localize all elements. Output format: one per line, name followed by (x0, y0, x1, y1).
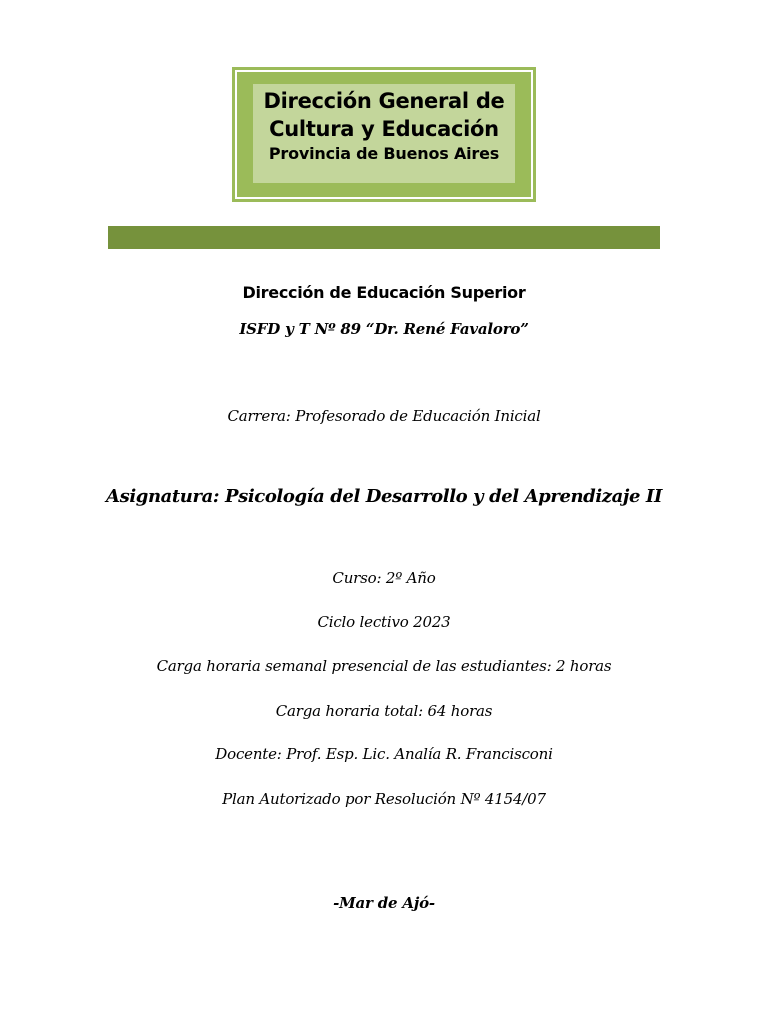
school-name: ISFD y T Nº 89 “Dr. René Favaloro” (239, 320, 529, 338)
org-title-line1: Dirección General de (263, 89, 505, 113)
total-hours-line: Carga horaria total: 64 horas (275, 702, 493, 720)
plan-line: Plan Autorizado por Resolución Nº 4154/07 (222, 790, 546, 808)
teacher-line: Docente: Prof. Esp. Lic. Analía R. Francisconi (215, 745, 553, 763)
cycle-line: Ciclo lectivo 2023 (317, 613, 451, 631)
course-line: Curso: 2º Año (332, 569, 436, 587)
header-frame (235, 70, 533, 199)
header-inner (253, 84, 515, 183)
org-province: Provincia de Buenos Aires (268, 144, 500, 163)
subject-title: Asignatura: Psicología del Desarrollo y del Aprendizaje II (106, 486, 662, 507)
location-line: -Mar de Ajó- (333, 894, 435, 912)
header-divider-bar (108, 226, 660, 249)
org-title-line2: Cultura y Educación (269, 117, 499, 141)
career-line: Carrera: Profesorado de Educación Inicial (227, 407, 541, 425)
header-box (232, 67, 536, 202)
direction-heading: Dirección de Educación Superior (242, 283, 526, 302)
weekly-hours-line: Carga horaria semanal presencial de las estudiantes: 2 horas (156, 657, 612, 675)
